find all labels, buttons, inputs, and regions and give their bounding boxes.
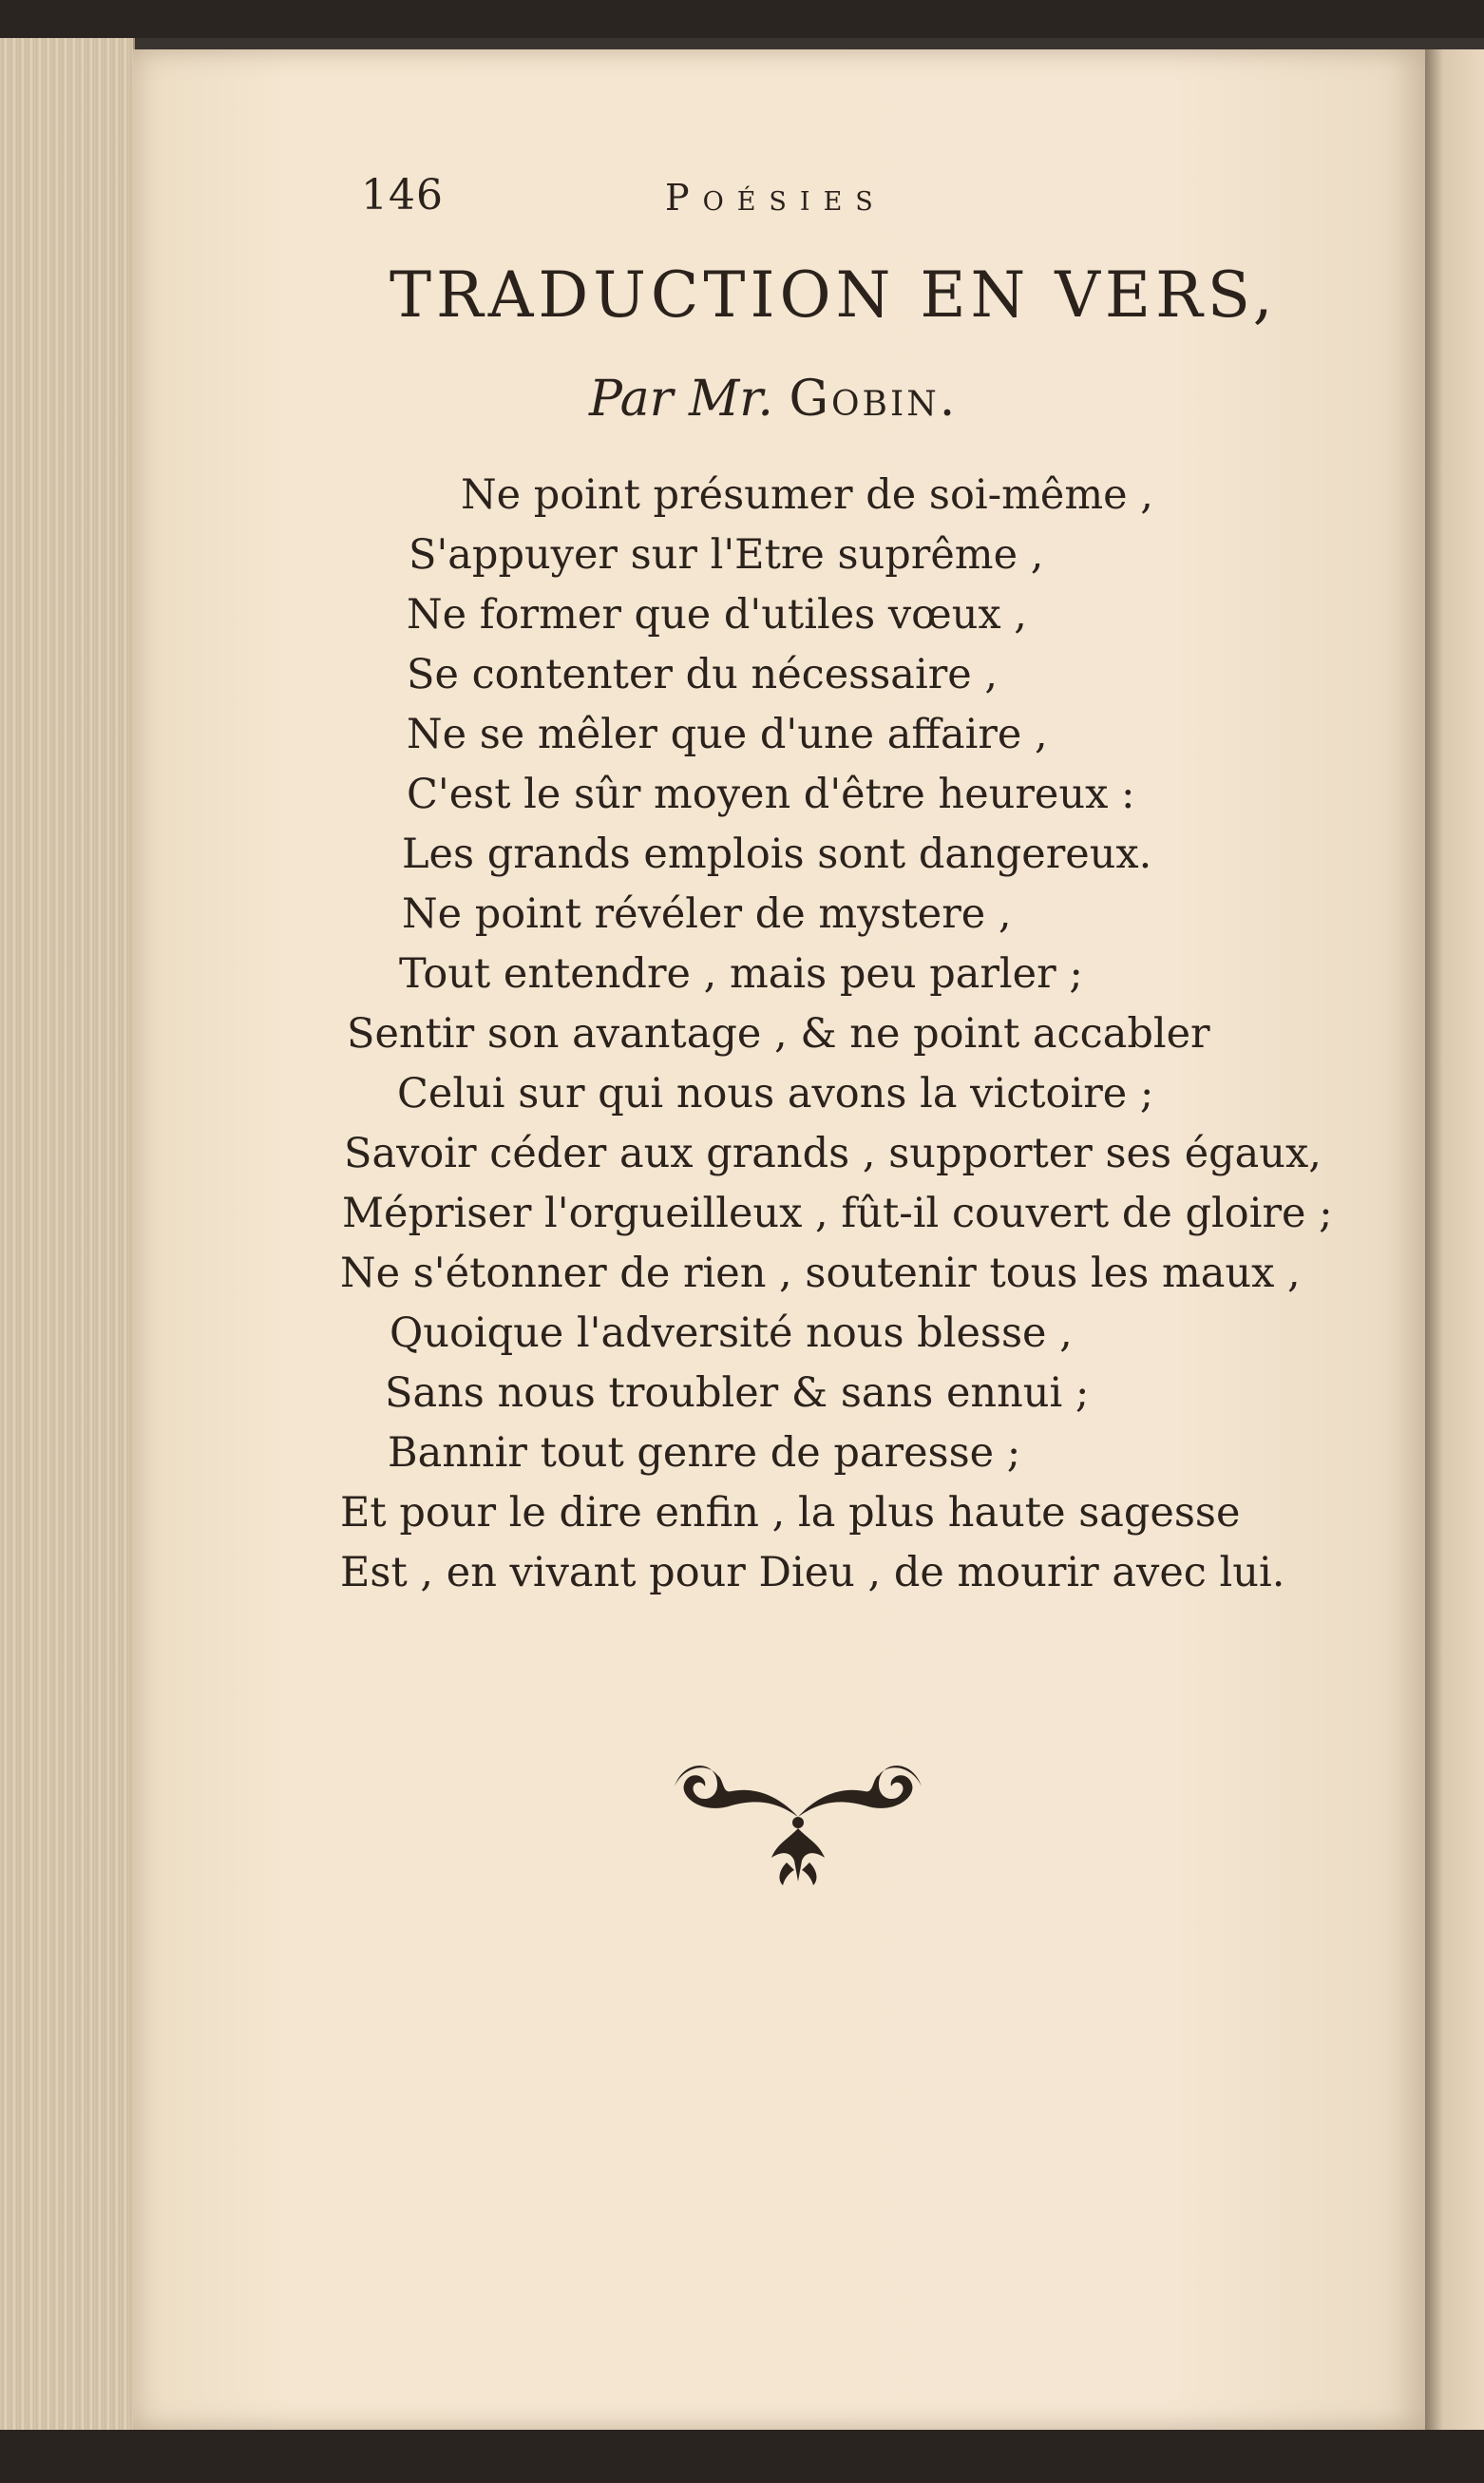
verse-line: S'appuyer sur l'Etre suprême , (409, 531, 1044, 579)
verse-line: Ne point révéler de mystere , (402, 890, 1012, 938)
verse-line: Ne point présumer de soi-même , (461, 471, 1153, 519)
poem-title: TRADUCTION EN VERS, (390, 258, 1278, 332)
verse-line: Sentir son avantage , & ne point accabler (347, 1010, 1210, 1058)
verse-line: Savoir céder aux grands , supporter ses égaux, (344, 1130, 1322, 1177)
fleuron-ornament-icon (665, 1748, 931, 1891)
verse-line: C'est le sûr moyen d'être heureux : (407, 771, 1135, 818)
verse-line: Se contenter du nécessaire , (407, 651, 999, 698)
running-head: Poésies (665, 177, 886, 219)
verse-line: Les grands emplois sont dangereux. (402, 831, 1152, 878)
byline-prefix: Par Mr. (589, 371, 773, 428)
verse-line: Celui sur qui nous avons la victoire ; (397, 1070, 1154, 1117)
verse-line: Quoique l'adversité nous blesse , (390, 1309, 1073, 1357)
byline-author: Gobin. (789, 371, 959, 428)
verse-line: Ne s'étonner de rien , soutenir tous les maux , (340, 1250, 1301, 1297)
verse-line: Bannir tout genre de paresse ; (388, 1429, 1021, 1477)
verse-line: Et pour le dire enfin , la plus haute sagesse (340, 1489, 1241, 1537)
book-binding-bottom (0, 2430, 1484, 2483)
verse-line: Tout entendre , mais peu parler ; (399, 950, 1083, 998)
book-gutter-right (1425, 49, 1484, 2430)
verse-line: Sans nous troubler & sans ennui ; (385, 1369, 1090, 1417)
verse-line: Mépriser l'orgueilleux , fût-il couvert de gloire ; (342, 1190, 1333, 1237)
page-number: 146 (361, 171, 444, 220)
verse-line: Ne former que d'utiles vœux , (407, 591, 1027, 639)
verse-line: Est , en vivant pour Dieu , de mourir avec lui. (340, 1549, 1285, 1596)
verse-line: Ne se mêler que d'une affaire , (407, 711, 1048, 758)
